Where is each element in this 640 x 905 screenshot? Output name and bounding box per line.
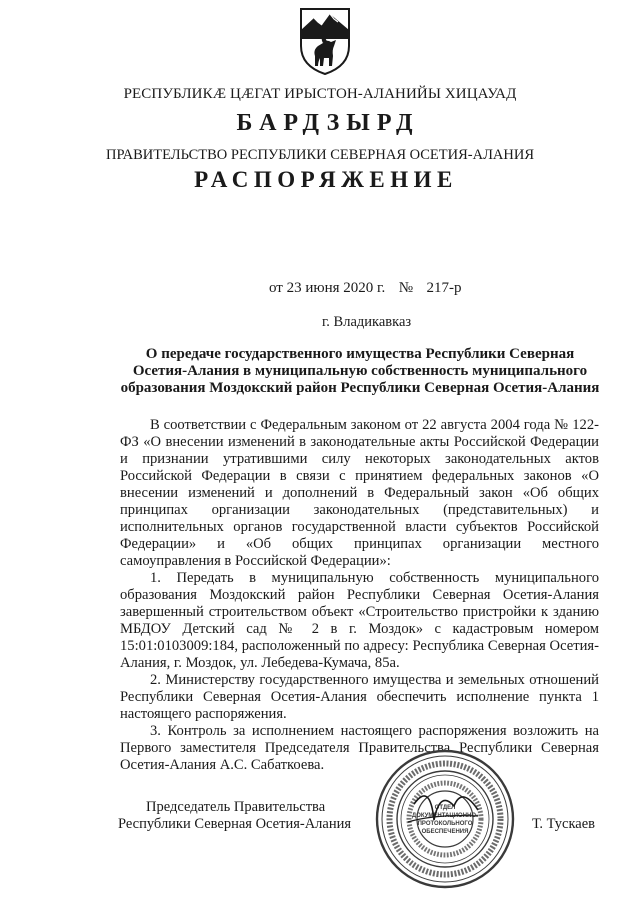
paragraph-item-2: 2. Министерству государственного имущества и земельных отношений Республики Северная Осетия-Алания обеспечить исполнение пункта 1 настоящего распоряжения. — [120, 672, 599, 722]
document-body — [120, 417, 599, 774]
paragraph-item-3: 3. Контроль за исполнением настоящего распоряжения возложить на Первого заместителя Председателя Правительства Республики Северная Осетия-Алания А.С. Сабаткоева. — [120, 723, 599, 773]
document-date: от 23 июня 2020 г. — [269, 280, 386, 296]
document-title: О передаче государственного имущества Республики Северная Осетия-Алания в муниципальную собственность муниципального образования Моздокский район Республики Северная Осетия-Алания — [120, 346, 600, 396]
document-date-number — [269, 280, 462, 297]
government-header-russian: ПРАВИТЕЛЬСТВО РЕСПУБЛИКИ СЕВЕРНАЯ ОСЕТИЯ-АЛАНИЯ — [105, 147, 535, 163]
seal-center-line-2: ДОКУМЕНТАЦИОННО- — [411, 813, 479, 819]
number-sign: № — [398, 280, 414, 296]
document-number: 217-р — [426, 280, 462, 296]
signatory-name: Т. Тускаев — [532, 816, 596, 832]
document-type-russian: РАСПОРЯЖЕНИЕ — [194, 167, 458, 192]
official-seal-icon — [374, 748, 516, 890]
seal-center-line-1: ОТДЕЛ — [434, 805, 456, 811]
paragraph-preamble: В соответствии с Федеральным законом от 22 августа 2004 года № 122-ФЗ «О внесении изменений в законодательные акты Российской Федерации и признании утратившими силу некоторых законодательных актов Российской Федерации в связи с принятием федеральных законов «О внесении изменений и дополнений в Федеральный закон «Об общих принципах организации законодательных (представительных) и исполнительных органов государственной власти субъектов Российской Федерации» и «Об общих принципах организации местного самоуправления в Российской Федерации»: — [120, 417, 599, 569]
coat-of-arms-emblem-icon — [296, 6, 354, 76]
signature-position-line-2: Республики Северная Осетия-Алания — [118, 816, 352, 832]
seal-center-line-3: ПРОТОКОЛЬНОГО — [417, 821, 473, 827]
signature-position-line-1: Председатель Правительства — [146, 799, 326, 815]
signature-position — [118, 799, 351, 833]
paragraph-item-1: 1. Передать в муниципальную собственность муниципального образования Моздокский район Республики Северная Осетия-Алания завершенный строительством объект «Строительство пристройки к зданию МБДОУ Детский сад № 2 в г. Моздок» с кадастровым номером 15:01:0103009:184, расположенный по адресу: Республика Северная Осетия-Алания, г. Моздок, ул. Лебедева-Кумача, 85а. — [120, 570, 599, 671]
seal-center-line-4: ОБЕСПЕЧЕНИЯ — [421, 829, 469, 835]
document-city: г. Владикавказ — [322, 314, 412, 330]
document-type-ossetian: БАРДЗЫРД — [236, 110, 420, 136]
republic-header-ossetian: РЕСПУБЛИКӔ ЦӔГАТ ИРЫСТОН-АЛАНИЙЫ ХИЦАУАД — [123, 86, 517, 102]
